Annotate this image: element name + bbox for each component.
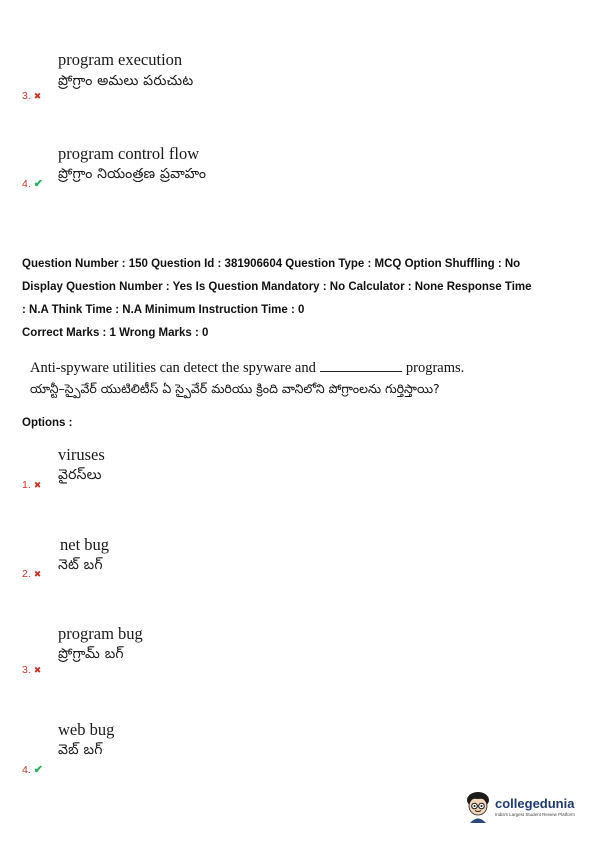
- option-2-english: net bug: [60, 535, 110, 554]
- prev-option-3-number: [22, 90, 41, 102]
- option-1-number: [22, 479, 41, 491]
- option-4-english: web bug: [58, 720, 115, 739]
- answer-blank: [320, 359, 402, 372]
- option-number-label: 1.: [22, 479, 31, 491]
- prev-option-4-english: program control flow: [58, 144, 200, 163]
- check-icon: ✔: [33, 764, 43, 776]
- option-number-label: 3.: [22, 90, 31, 102]
- option-4-number: [22, 763, 43, 776]
- prev-option-4-telugu: ప్రోగ్రాం నియంత్రణ ప్రవాహం: [58, 166, 207, 182]
- check-icon: ✔: [33, 178, 43, 190]
- option-2-telugu: నెట్ బగ్: [58, 557, 103, 573]
- meta-line-2: Display Question Number : Yes Is Question Mandatory : No Calculator : None Response Time: [22, 281, 532, 293]
- option-number-label: 4.: [22, 178, 31, 190]
- question-text-before: Anti-spyware utilities can detect the spyware and: [30, 360, 316, 376]
- question-metadata: [22, 253, 582, 345]
- option-1-telugu: వైరస్‌లు: [58, 467, 102, 483]
- option-number-label: 2.: [22, 568, 31, 580]
- cross-icon: ✖: [33, 665, 42, 675]
- prev-option-3-english: program execution: [58, 50, 183, 69]
- prev-option-3-telugu: ప్రోగ్రాం అమలు పరుచుట: [58, 73, 194, 89]
- cross-icon: ✖: [33, 91, 42, 101]
- meta-line-3: : N.A Think Time : N.A Minimum Instruction Time : 0: [22, 304, 305, 316]
- option-2-number: [22, 568, 41, 580]
- prev-option-4-number: [22, 177, 43, 190]
- cross-icon: ✖: [33, 480, 42, 490]
- logo-tagline: India's Largest Student Review Platform: [495, 812, 575, 817]
- option-4-telugu: వెబ్ బగ్: [58, 742, 103, 758]
- collegedunia-logo: [463, 790, 575, 824]
- logo-wordmark: [495, 797, 575, 811]
- option-1-english: viruses: [58, 445, 105, 464]
- option-3-english: program bug: [58, 624, 143, 643]
- question-text-after: programs.: [405, 360, 465, 376]
- option-number-label: 3.: [22, 664, 31, 676]
- question-text-english: [30, 359, 464, 377]
- marks-line: Correct Marks : 1 Wrong Marks : 0: [22, 327, 209, 339]
- logo-name-main: collegedunia: [495, 796, 575, 811]
- option-3-telugu: ప్రోగ్రామ్ బగ్: [58, 646, 124, 662]
- meta-line-1: Question Number : 150 Question Id : 381906604 Question Type : MCQ Option Shuffling : No: [22, 258, 521, 270]
- options-label: Options :: [22, 417, 73, 429]
- question-text-telugu: యాన్టీ–స్పైవేర్ యుటిలిటీస్ ఏ స్పైవేర్ మరియు క్రింది వానిలోని పోగ్రాంలను గుర్తిస్తాయి?: [30, 381, 440, 396]
- cross-icon: ✖: [33, 569, 42, 579]
- option-number-label: 4.: [22, 764, 31, 776]
- student-mascot-icon: [463, 790, 493, 824]
- option-3-number: [22, 664, 41, 676]
